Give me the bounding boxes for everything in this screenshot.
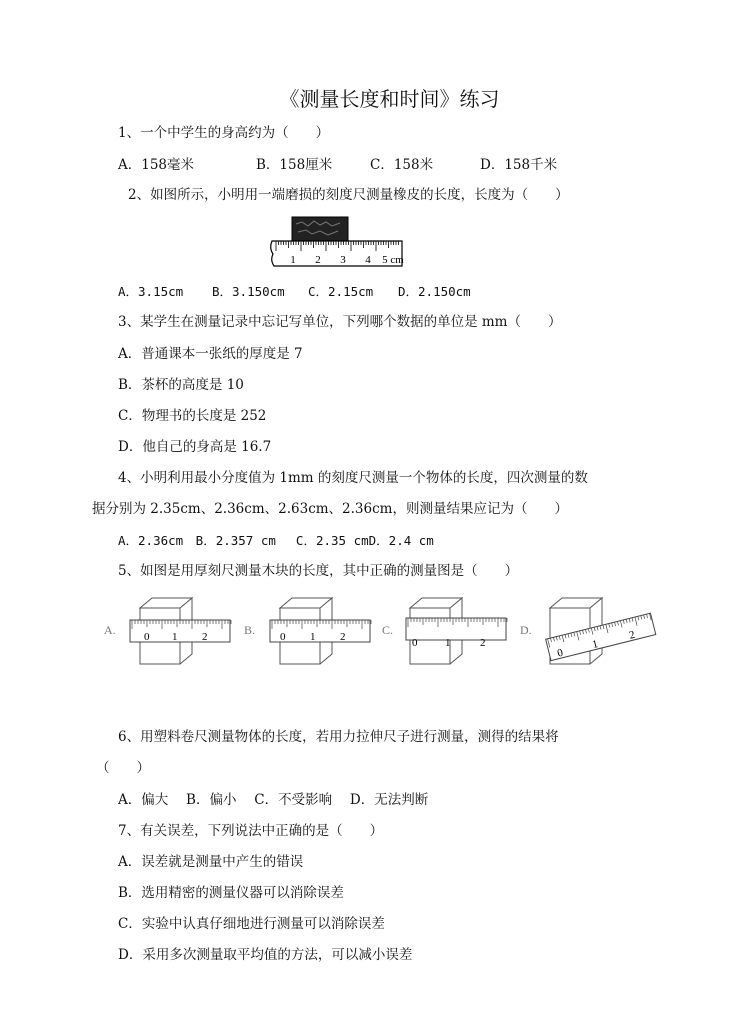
figure-b-num-2: 2 — [340, 631, 346, 643]
figure-a-num-0: 0 — [144, 631, 150, 643]
q2-option-b: B．3.150cm — [212, 284, 285, 299]
question-3-stem: 3、某学生在测量记录中忘记写单位，下列哪个数据的单位是 mm（ ） — [118, 314, 562, 330]
figure-d-num-1: 1 — [591, 637, 600, 651]
q1-option-b: B．158厘米 — [256, 157, 333, 173]
question-4-stem-line1: 4、小明利用最小分度值为 1mm 的刻度尺测量一个物体的长度，四次测量的数 — [118, 470, 588, 486]
figure-label-d: D. — [520, 623, 532, 637]
question-6-stem-line2: （ ） — [96, 760, 150, 776]
q3-option-b: B．茶杯的高度是 10 — [118, 377, 244, 393]
q6-options: A．偏大 B．偏小 C．不受影响 D．无法判断 — [118, 792, 429, 808]
q3-option-a: A．普通课本一张纸的厚度是 7 — [118, 346, 303, 362]
figure-a-num-2: 2 — [202, 631, 208, 643]
figure-c-num-0: 0 — [412, 637, 418, 649]
figure-c-num-2: 2 — [480, 637, 486, 649]
thick-ruler-figures — [100, 594, 660, 670]
figure-c — [382, 598, 507, 664]
question-5-stem: 5、如图是用厚刻尺测量木块的长度，其中正确的测量图是（ ） — [118, 563, 519, 579]
figure-label-b: B. — [244, 623, 256, 637]
figure-b-num-1: 1 — [310, 631, 316, 643]
q3-option-d: D．他自己的身高是 16.7 — [118, 439, 272, 455]
worn-ruler-figure — [268, 214, 408, 270]
figure-b-num-0: 0 — [280, 631, 286, 643]
question-4-stem-line2: 据分别为 2.35cm、2.36cm、2.63cm、2.36cm，则测量结果应记为（ ） — [92, 501, 568, 517]
figure-d-num-0: 0 — [556, 646, 565, 660]
q2-option-d: D．2.150cm — [398, 284, 471, 299]
figure-label-a: A. — [104, 623, 116, 637]
question-2-stem: 2、如图所示，小明用一端磨损的刻度尺测量橡皮的长度，长度为（ ） — [128, 187, 569, 203]
q2-option-a: A．3.15cm — [118, 284, 184, 299]
question-6-stem-line1: 6、用塑料卷尺测量物体的长度，若用力拉伸尺子进行测量，测得的结果将 — [118, 729, 559, 745]
question-1-stem: 1、一个中学生的身高约为（ ） — [118, 125, 330, 141]
ruler-label-1: 1 — [290, 254, 296, 266]
figure-d — [520, 598, 656, 664]
figure-c-num-1: 1 — [445, 637, 451, 649]
ruler-label-2: 2 — [315, 254, 321, 266]
q7-option-d: D．采用多次测量取平均值的方法，可以减小误差 — [118, 947, 413, 963]
q7-option-a: A．误差就是测量中产生的错误 — [118, 854, 304, 870]
ruler-label-5cm: 5 cm — [382, 254, 404, 266]
eraser — [292, 217, 348, 241]
q1-option-c: C．158米 — [370, 157, 434, 173]
ruler-label-4: 4 — [365, 254, 371, 266]
figure-b — [244, 598, 371, 664]
figure-label-c: C. — [382, 623, 394, 637]
ruler-label-3: 3 — [340, 254, 346, 266]
q3-option-c: C．物理书的长度是 252 — [118, 408, 267, 424]
q4-options: A．2.36cm B．2.357 cm C．2.35 cmD．2.4 cm — [118, 533, 434, 548]
q7-option-c: C．实验中认真仔细地进行测量可以消除误差 — [118, 916, 385, 932]
q1-option-d: D．158千米 — [480, 157, 558, 173]
figure-a-num-1: 1 — [172, 631, 178, 643]
q1-option-a: A．158毫米 — [118, 157, 195, 173]
q2-option-c: C．2.15cm — [308, 284, 374, 299]
figure-d-num-2: 2 — [627, 628, 637, 642]
figure-a — [104, 598, 231, 664]
question-7-stem: 7、有关误差，下列说法中正确的是（ ） — [118, 823, 384, 839]
q7-option-b: B．选用精密的测量仪器可以消除误差 — [118, 885, 344, 901]
page-title: 《测量长度和时间》练习 — [279, 87, 500, 111]
